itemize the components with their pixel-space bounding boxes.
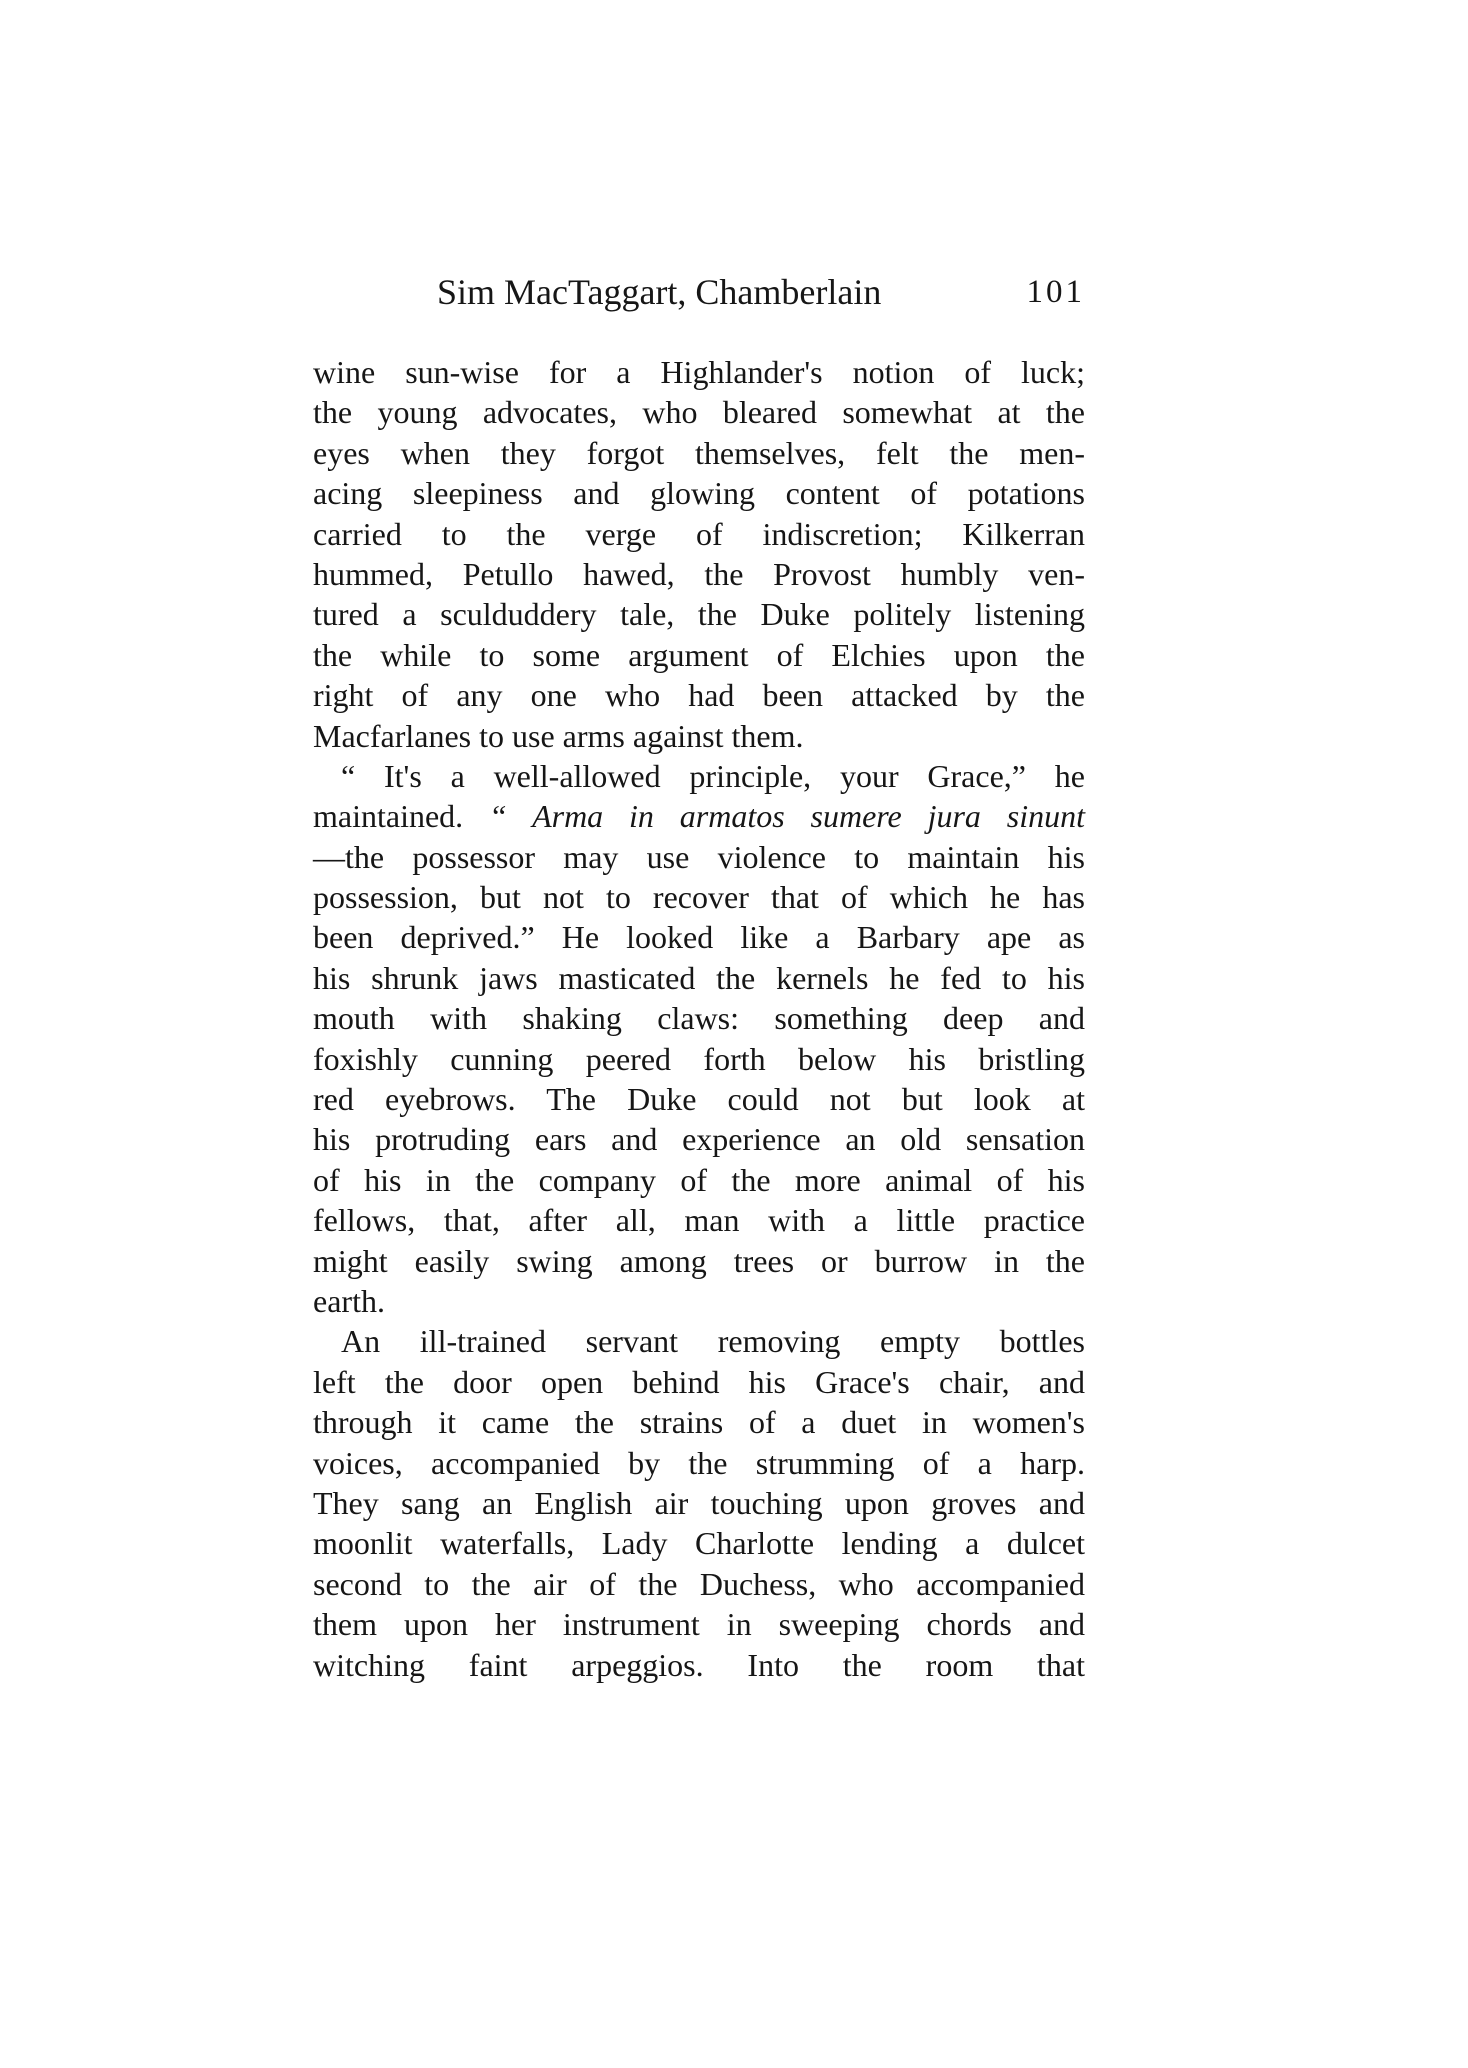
latin-quote: “ Arma in armatos sumere jura sinunt [489, 798, 1086, 835]
text-line: Macfarlanes to use arms against them. [313, 717, 804, 754]
text-line: An ill-trained servant removing empty bottles [341, 1323, 1085, 1360]
text-line: hummed, Petullo hawed, the Provost humbly ven- [313, 555, 1085, 592]
text-line: acing sleepiness and glowing content of potations [313, 475, 1085, 512]
text-line: his protruding ears and experience an old sensation [313, 1121, 1085, 1158]
text-line: the while to some argument of Elchies upon the [313, 636, 1085, 673]
text-line: wine sun-wise for a Highlander's notion of luck; [313, 354, 1085, 390]
text-fragment: maintained. [313, 798, 464, 835]
text-line: They sang an English air touching upon groves and [313, 1484, 1085, 1521]
text-line: eyes when they forgot themselves, felt the men- [313, 434, 1085, 471]
text-line: mouth with shaking claws: something deep and [313, 1000, 1085, 1037]
running-head [437, 270, 1085, 314]
text-line: moonlit waterfalls, Lady Charlotte lending a dulcet [313, 1525, 1085, 1562]
text-line: the young advocates, who bleared somewhat at the [313, 394, 1085, 431]
text-line: earth. [313, 1282, 385, 1319]
text-line: might easily swing among trees or burrow in the [313, 1242, 1085, 1279]
text-line: been deprived.” He looked like a Barbary ape as [313, 919, 1085, 956]
text-line: fellows, that, after all, man with a little practice [313, 1202, 1085, 1239]
text-line: second to the air of the Duchess, who accompanied [313, 1565, 1085, 1602]
text-line: them upon her instrument in sweeping chords and [313, 1606, 1085, 1643]
text-line: right of any one who had been attacked by the [313, 677, 1085, 714]
text-line: “ It's a well-allowed principle, your Grace,” he [341, 757, 1085, 794]
text-line: carried to the verge of indiscretion; Kilkerran [313, 515, 1085, 552]
text-line: possession, but not to recover that of which he has [313, 879, 1085, 916]
text-line: his shrunk jaws masticated the kernels he fed to his [313, 959, 1085, 996]
text-line: witching faint arpeggios. Into the room that [313, 1646, 1085, 1683]
text-line: —the possessor may use violence to maintain his [313, 838, 1085, 875]
text-line: red eyebrows. The Duke could not but look at [313, 1081, 1085, 1118]
page-number: 101 [1026, 274, 1085, 310]
text-line: voices, accompanied by the strumming of a harp. [313, 1444, 1085, 1481]
body-text [313, 352, 1085, 1685]
text-line: tured a sculduddery tale, the Duke politely listening [313, 596, 1085, 633]
text-line: of his in the company of the more animal of his [313, 1161, 1085, 1198]
text-line: through it came the strains of a duet in women's [313, 1404, 1085, 1441]
running-head-title: Sim MacTaggart, Chamberlain [437, 272, 882, 312]
text-line: foxishly cunning peered forth below his bristling [313, 1040, 1085, 1077]
text-line: left the door open behind his Grace's chair, and [313, 1363, 1085, 1400]
text-line [313, 796, 1085, 836]
